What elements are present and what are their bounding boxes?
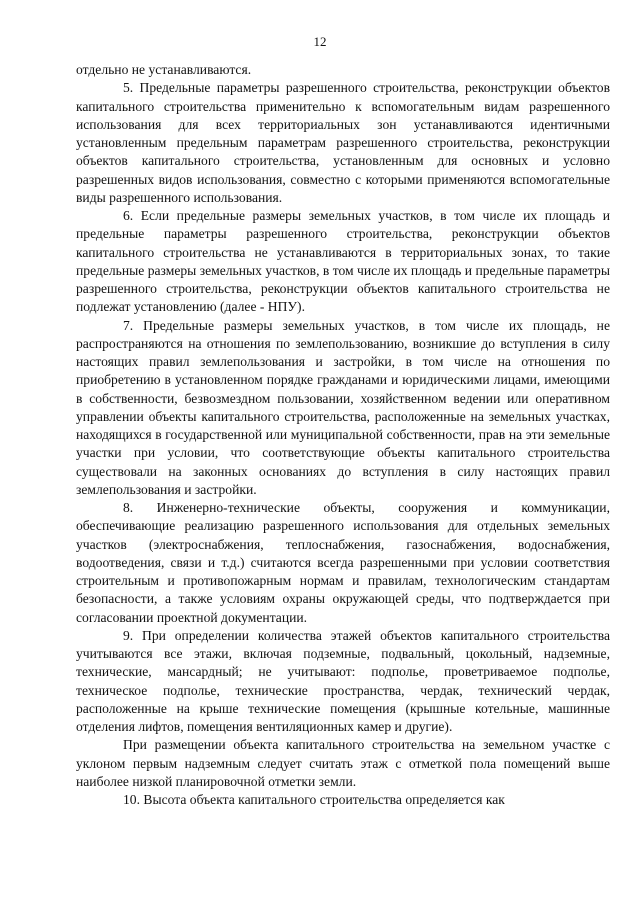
paragraph-item-7: 7. Предельные размеры земельных участков, в том числе их площадь, не распространяются на отношения по землепользованию, возникшие до вступления в силу настоящих правил землепользования и застройки, в том числе на отношения по приобретению в установленном порядке гражданами и юридическими лицами, имеющими в собственности, безвозмездном пользовании, хозяйственном ведении или оперативном управлении объекты капитального строительства, расположенные на земельных участках, находящихся в государственной или муниципальной собственности, прав на эти земельные участки при условии, что соответствующие объекты капитального строительства существовали на законных основаниях до вступления в силу настоящих правил землепользования и застройки. <box>76 317 610 497</box>
paragraph-item-9: 9. При определении количества этажей объектов капитального строительства учитываются все этажи, включая подземные, подвальный, цокольный, надземные, технические, мансардный; не учитывают: подполье, проветриваемое подполье, техническое подполье, технические пространства, чердак, технический чердак, расположенные на крыше технические помещения (крышные котельные, машинные отделения лифтов, помещения вентиляционных камер и другие). <box>76 627 610 734</box>
paragraph-item-5: 5. Предельные параметры разрешенного строительства, реконструкции объектов капитального строительства применительно к вспомогательным видам разрешенного использования для всех территориальных зон устанавливаются идентичными установленным предельным параметрам разрешенного строительства, реконструкции объектов капитального строительства, установленным для основных и условно разрешенных видов использования, совместно с которыми применяются вспомогательные виды разрешенного использования. <box>76 80 610 205</box>
paragraph-item-10: 10. Высота объекта капитального строительства определяется как <box>123 792 505 807</box>
paragraph-item-6: 6. Если предельные размеры земельных участков, в том числе их площадь и предельные параметры разрешенного строительства, реконструкции объектов капитального строительства не устанавливаются в территориальных зонах, то такие предельные размеры земельных участков, в том числе их площадь и предельные параметры разрешенного строительства, реконструкции объектов капитального строительства не подлежат установлению (далее - НПУ). <box>76 208 610 315</box>
paragraph-item-8: 8. Инженерно-технические объекты, сооружения и коммуникации, обеспечивающие реализацию разрешенного использования для отдельных земельных участков (электроснабжения, теплоснабжения, газоснабжения, водоснабжения, водоотведения, связи и т.д.) считаются всегда разрешенными при условии соответствия строительным и противопожарным нормам и правилам, технологическим стандартам безопасности, а также условиям охраны окружающей среды, что подтверждается при согласовании проектной документации. <box>76 500 610 625</box>
paragraph-continuation: отдельно не устанавливаются. <box>76 62 252 77</box>
page-number: 12 <box>313 34 327 49</box>
document-body <box>76 61 610 809</box>
paragraph-item-9-note: При размещении объекта капитального строительства на земельном участке с уклоном первым надземным следует считать этаж с отметкой пола помещений выше наиболее низкой планировочной отметки земли. <box>76 737 610 789</box>
